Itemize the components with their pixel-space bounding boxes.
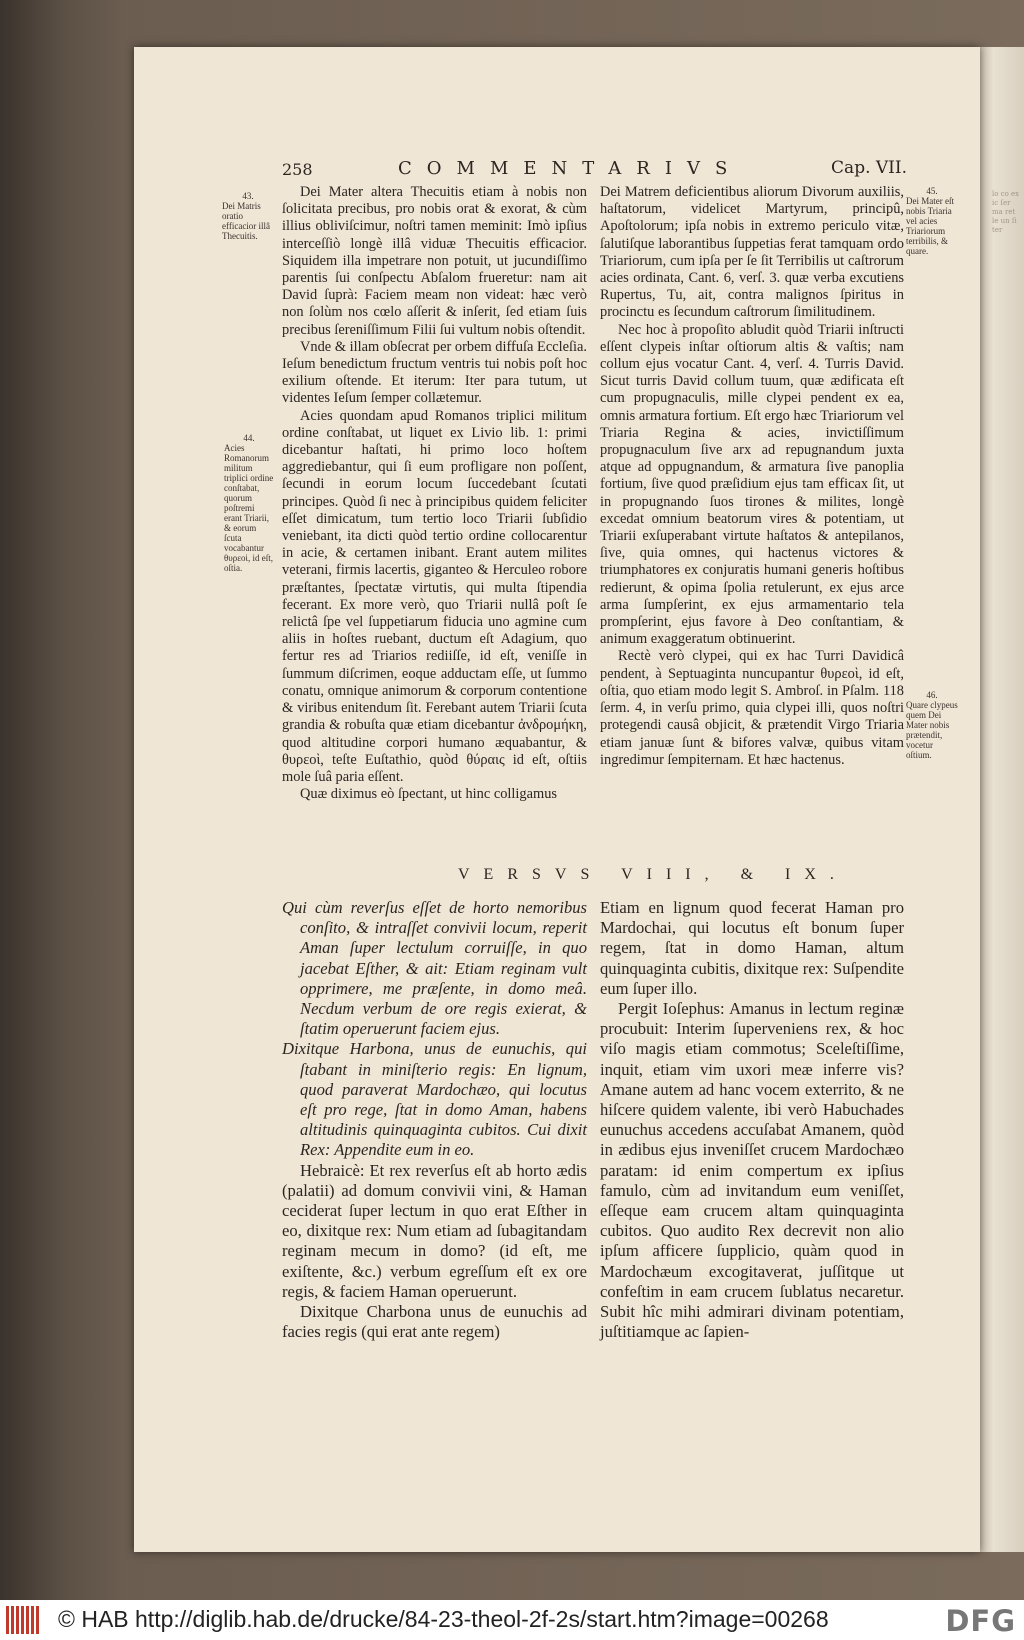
paragraph: Dei Matrem deficientibus aliorum Divorum auxiliis, haſtatorum, videlicet Martyrum, principû, Apoſtolorum; ipſa nobis in extremo periculo vitæ, ſalutiſque laborantibus ſuppetias ferat tamquam ordo Triariorum, cum ipſa per ſe ſit Terribilis ut caſtrorum acies ordinata, Cant. 6, verſ. 3. quæ verba excutiens Rupertus, Tu, ait, contra malignos ſpiritus in procinctu es ſecundum caſtrorum ſimilitudinem. bbox=[600, 184, 904, 321]
margin-note-46 bbox=[906, 690, 958, 760]
margin-note-number: 43. bbox=[242, 191, 254, 201]
margin-note-text: Quare clypeus quem Dei Mater nobis prætendit, vocetur oſtium. bbox=[906, 700, 958, 760]
margin-note-44 bbox=[224, 433, 274, 573]
margin-note-number: 45. bbox=[926, 186, 938, 196]
viewer-footer bbox=[0, 1600, 1024, 1640]
paragraph: Nec hoc à propoſito abludit quòd Triarii inſtructi eſſent clypeis inſtar oſtiorum altis & vaſtis; nam collum ejus vocatur Cant. 4, verſ. 4. Turris David. Sicut turris David collum tuum, quæ ædificata eſt cum propugnaculis, mille clypei pendent ex ea, omnis armatura fortium. Eſt ergo hæc Triariorum vel Triaria Regina & acies, invictiſſimum propugnaculum ſive arx ad repugnandum juxta atque ad oppugnandum, & armatura ſive panoplia fortium, ſive quod præſidium ejus tam efficax ſit, ut in propugnando ſuos tirones & milites, longè excedat omnium beatorum vires & potentiam, ut Triarii exſuperabant virtute haſtatos & antepilanos, ſive, quia omnes, qui hactenus victores & triumphatores ex conjuratis humani generis hoſtibus redierunt, & opima ſpolia retulerunt, ex ejus arce arma ſumpſerint, ex ejus armamentario tela prompſerint, ejus favore à Deo conſtantiam, & animum exaggeratum obtinuerint. bbox=[600, 321, 904, 648]
margin-note-45 bbox=[906, 186, 958, 256]
chapter-label: Cap. VII. bbox=[831, 158, 907, 178]
running-header bbox=[282, 158, 907, 186]
verse-column-right bbox=[600, 898, 904, 1342]
next-page-edge bbox=[980, 47, 1024, 1552]
paragraph: Rectè verò clypei, qui ex hac Turri Davidicâ pendent, à Septuaginta nuncupantur θυρεοὶ, id eſt, oſtia, quo etiam modo legit S. Ambroſ. in Pſalm. 118 ſerm. 4, in verſu primo, quia clypei illi, quos noſtri protegendi causâ objicit, & prætendit Virgo Triaria etiam januæ ſunt & bifores valvæ, quibus vitam ingredimur ſempiternam. Et hæc hactenus. bbox=[600, 648, 904, 768]
paragraph: Pergit Ioſephus: Amanus in lectum reginæ procubuit: Interim ſuperveniens rex, & hoc viſo magis etiam commotus; Sceleſtiſſime, inquit, etiam vim uxori meæ inferre vis? Amane autem ad hanc vocem exterrito, & ne hiſcere quidem valente, ibi verò Habuchades eunuchus accedens accuſabat Amanem, quòd in ædibus ejus inveniſſet crucem Mardochæo paratam: id enim compertum ex ipſius famulo, cùm ad invitandum eum veniſſet, eſſeque eam crucem altam quinquaginta cubitos. Quo audito Rex decrevit non alio ipſum afficere ſupplicio, quàm quod in Mardochæum excogitaverat, juſſitque ut confeſtim in eam crucem ſublatus necaretur. Subit hîc mihi admirari divinam potentiam, juſtitiamque ac ſapien- bbox=[600, 999, 904, 1342]
running-title: COMMENTARIVS bbox=[398, 158, 743, 179]
margin-note-number: 44. bbox=[243, 433, 255, 443]
margin-note-number: 46. bbox=[926, 690, 938, 700]
margin-note-text: Acies Romanorum militum triplici ordine conſtabat, quorum poſtremi erant Triarii, & eorum ſcuta vocabantur θυρεοὶ, id eſt, oſtia. bbox=[224, 443, 274, 573]
margin-note-text: Dei Mater eſt nobis Triaria vel acies Triariorum terribilis, & quare. bbox=[906, 196, 954, 256]
next-page-margin-text: lo co ex ic ſer ma ret le un ſi ter bbox=[992, 190, 1020, 234]
paragraph: Vnde & illam obſecrat per orbem diffuſa Eccleſia. Ieſum benedictum fructum ventris tui nobis poſt hoc exilium oſtende. Et iterum: Iter para tutum, ut videntes Ieſum ſemper collætemur. bbox=[282, 338, 587, 407]
hab-logo-icon bbox=[6, 1606, 46, 1634]
section-heading: VERSVS VIII, & IX. bbox=[458, 866, 848, 883]
paragraph: Hebraicè: Et rex reverſus eſt ab horto ædis (palatii) ad domum convivii vini, & Haman ceciderat ſuper lectum in quo erat Eſther in eo, dixitque rex: Num etiam ad ſubagitandam reginam mecum in domo? (id eſt, me exiſtente, &c.) verbum egreſſum eſt ex ore regis, & faciem Haman operuerunt. bbox=[282, 1160, 587, 1301]
margin-note-43 bbox=[222, 191, 274, 241]
paragraph: Etiam en lignum quod fecerat Haman pro Mardochai, qui locutus eſt bonum ſuper regem, ſtat in domo Haman, altum quinquaginta cubitis, dixitque rex: Suſpendite eum ſuper illo. bbox=[600, 898, 904, 998]
verse-quote: Qui cùm reverſus eſſet de horto nemoribus conſito, & intraſſet convivii locum, reperit Aman ſuper lectulum corruiſſe, in quo jacebat Eſther, & ait: Etiam reginam vult opprimere, me præſente, in domo meâ. Necdum verbum de ore regis exierat, & ſtatim operuerunt faciem ejus. bbox=[282, 898, 587, 1039]
paragraph: Dei Mater altera Thecuitis etiam à nobis non ſolicitata precibus, pro nobis orat & exorat, & cùm illius obliviſcimur, noſtri tamen meminit: Imò ipſius interceſſiò longè illâ viduæ Thecuitis efficacior. Siquidem illa impetrare non potuit, ut jucundiſſimo parentis ſui conſpectu Abſalom frueretur: nam ait David ſuprà: Faciem meam non videat: hæc verò non ſolùm nos cœlo aſſerit & inſerit, ſed etiam ſuis precibus ſereniſſimum Filii ſui vultum nobis oſtendit. bbox=[282, 184, 587, 338]
margin-note-text: Dei Matris oratio efficacior illâ Thecuitis. bbox=[222, 201, 271, 241]
verse-column-left bbox=[282, 898, 587, 1342]
dfg-logo: DFG bbox=[945, 1604, 1016, 1638]
paragraph: Quæ diximus eò ſpectant, ut hinc colligamus bbox=[300, 786, 557, 803]
verse-quote: Dixitque Harbona, unus de eunuchis, qui ſtabant in miniſterio regis: En lignum, quod paraverat Mardochæo, qui locutus eſt pro rege, ſtat in domo Aman, habens altitudinis quinquaginta cubitos. Cui dixit Rex: Appendite eum in eo. bbox=[282, 1039, 587, 1160]
commentary-column-left bbox=[282, 184, 587, 803]
commentary-column-right bbox=[600, 184, 904, 769]
paragraph: Dixitque Charbona unus de eunuchis ad facies regis (qui erat ante regem) bbox=[282, 1302, 587, 1342]
source-url[interactable]: © HAB http://diglib.hab.de/drucke/84-23-theol-2f-2s/start.htm?image=00268 bbox=[58, 1606, 829, 1632]
paragraph: Acies quondam apud Romanos triplici militum ordine conſtabat, ut liquet ex Livio lib. 1: primi dicebantur haſtati, hi primo loco hoſtem aggrediebantur, qui ſi eum profligare non poſſent, ſecundi in eorum locum ſuccedebant ſcutati principes. Quòd ſi nec à principibus quidem feliciter eſſet dimicatum, tum tertio loco Triarii ſubſidio veniebant, ita dicti quòd tertio ordine collocarentur in acie, & certamen inibant. Erant autem milites veterani, firmis lacertis, giganteo & Herculeo robore præſtantes, ſpectatæ virtutis, qui multa ſtipendia fecerant. Ex more verò, quo Triarii nullâ poſt ſe relictâ ſpe vel ſuppetiarum fiducia uno agmine cum aliis in hoſtes ruebant, ductum eſt Adagium, quo fertur res ad Triarios rediiſſe, id eſt, veniſſe in ſummum diſcrimen, eoque adductam eſſe, ut ſummo conatu, omnique animorum & corporum contentione & viribus enitendum ſit. Ferebant autem Triarii ſcuta grandia & robuſta quæ etiam dicebantur ἀνδρομήκη, quod altitudine corpori humano æquabantur, & θυρεοὶ, teſte Euſtathio, quòd θύραις id eſt, oſtiis mole ſuâ paria eſſent. bbox=[282, 407, 587, 785]
page-number: 258 bbox=[282, 160, 313, 179]
